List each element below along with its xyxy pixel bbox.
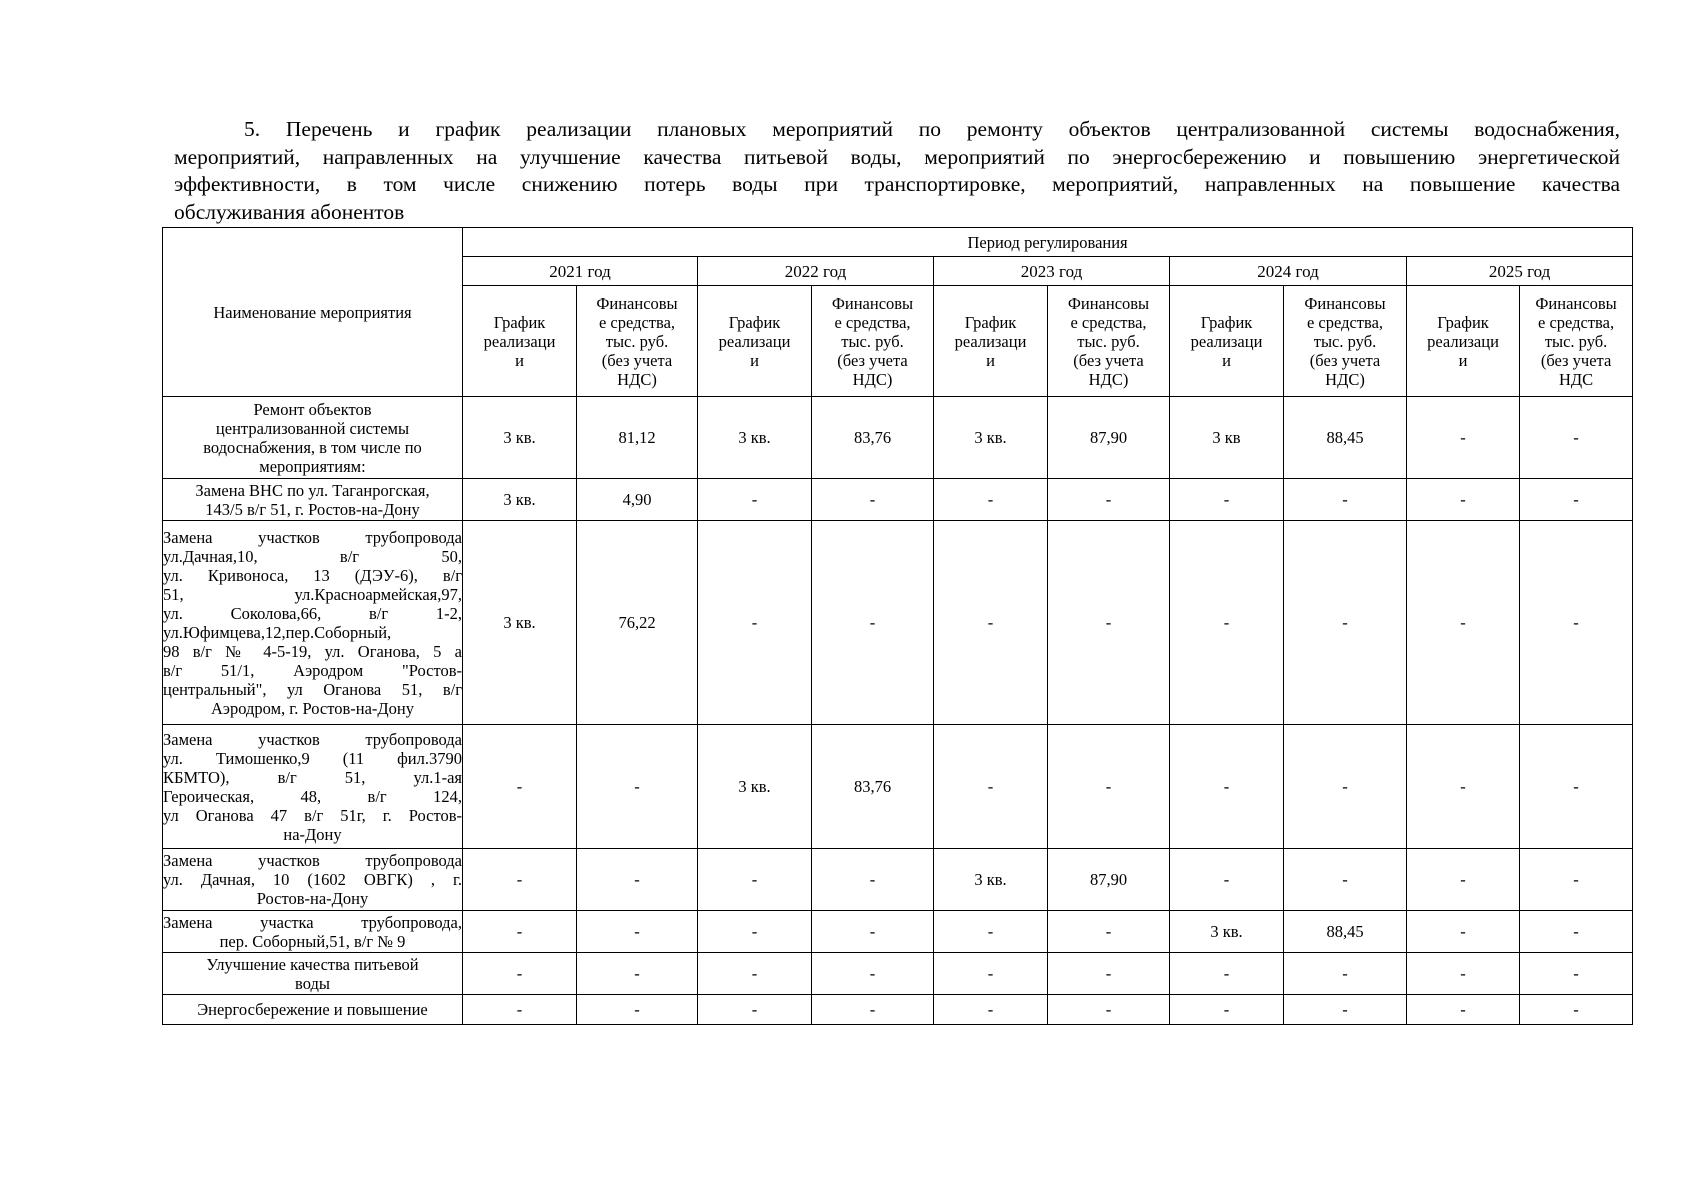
header-line: реализаци xyxy=(1190,331,1263,351)
funds-cell: 87,90 xyxy=(1048,849,1170,911)
header-line: НДС) xyxy=(1088,369,1129,389)
heading-line: обслуживания абонентов xyxy=(174,199,405,224)
schedule-cell: - xyxy=(698,521,812,725)
header-line: е средства, xyxy=(598,312,676,332)
activity-name-line: центральный", ул Оганова 51, в/г xyxy=(163,679,462,699)
activity-name-line: Героическая, 48, в/г 124, xyxy=(163,786,462,806)
activity-name-line: ул.Юфимцева,12,пер.Соборный, xyxy=(163,622,392,642)
activity-name-line: 98 в/г № 4-5-19, ул. Оганова, 5 а xyxy=(163,641,462,661)
activity-name-line: ул. Тимошенко,9 (11 фил.3790 xyxy=(163,748,462,768)
funds-cell: - xyxy=(1048,911,1170,953)
schedule-cell: 3 кв. xyxy=(463,397,577,479)
table-row xyxy=(163,911,1633,953)
funds-cell: - xyxy=(812,849,934,911)
funds-cell: - xyxy=(1520,911,1633,953)
schedule-column-header xyxy=(934,286,1048,397)
heading-line: 5. Перечень и график реализации плановых мероприятий по ремонту объектов централизованной системы водоснабжения, xyxy=(244,117,1620,141)
schedule-cell: - xyxy=(698,479,812,521)
funds-cell: - xyxy=(577,849,698,911)
schedule-cell: - xyxy=(463,953,577,995)
activity-name-line: воды xyxy=(295,973,330,993)
header-line: (без учета xyxy=(1073,350,1144,370)
schedule-column-header xyxy=(463,286,577,397)
funds-cell: - xyxy=(812,479,934,521)
schedule-cell: - xyxy=(698,995,812,1025)
activity-name-line: пер. Соборный,51, в/г № 9 xyxy=(219,931,406,951)
schedule-cell: 3 кв. xyxy=(934,849,1048,911)
activity-name-line: мероприятиям: xyxy=(259,456,366,476)
funds-cell: - xyxy=(1048,953,1170,995)
header-line: (без учета xyxy=(601,350,673,370)
funds-cell: - xyxy=(577,725,698,849)
schedule-cell: - xyxy=(1407,521,1520,725)
funds-cell: - xyxy=(1284,849,1407,911)
schedule-column-header xyxy=(1170,286,1284,397)
header-line: и xyxy=(750,350,759,370)
year-header: 2023 год xyxy=(934,257,1170,286)
header-line: и xyxy=(1458,350,1468,370)
activity-name xyxy=(163,953,463,995)
header-line: (без учета xyxy=(1540,350,1612,370)
funds-cell: - xyxy=(1520,397,1633,479)
funds-cell: - xyxy=(1284,521,1407,725)
funds-cell: - xyxy=(812,911,934,953)
activities-schedule-table xyxy=(162,227,1633,1025)
schedule-cell: - xyxy=(934,725,1048,849)
header-line: и xyxy=(515,350,524,370)
period-header: Период регулирования xyxy=(463,228,1633,257)
activity-name-line: в/г 51/1, Аэродром "Ростов- xyxy=(163,660,462,680)
schedule-cell: - xyxy=(463,995,577,1025)
schedule-column-header xyxy=(1407,286,1520,397)
activity-name-line: Ремонт объектов xyxy=(253,399,372,419)
activity-name xyxy=(163,397,463,479)
activity-name-line: Замена ВНС по ул. Таганрогская, xyxy=(195,480,430,500)
funds-cell: - xyxy=(812,521,934,725)
activity-name xyxy=(163,911,463,953)
header-line: реализаци xyxy=(954,331,1027,351)
schedule-cell: 3 кв. xyxy=(698,725,812,849)
header-line: е средства, xyxy=(1070,312,1147,332)
schedule-cell: - xyxy=(698,911,812,953)
header-line: е средства, xyxy=(834,312,911,332)
schedule-cell: - xyxy=(1407,995,1520,1025)
schedule-cell: - xyxy=(1407,911,1520,953)
activity-name xyxy=(163,849,463,911)
schedule-cell: 3 кв. xyxy=(698,397,812,479)
section-heading xyxy=(174,116,1620,226)
schedule-column-header xyxy=(698,286,812,397)
funds-cell: 88,45 xyxy=(1284,911,1407,953)
schedule-cell: - xyxy=(934,995,1048,1025)
schedule-cell: - xyxy=(1170,953,1284,995)
schedule-cell: - xyxy=(934,479,1048,521)
header-line: Финансовы xyxy=(1304,293,1386,313)
activity-name-line: ул. Дачная, 10 (1602 ОВГК) , г. xyxy=(163,870,462,889)
schedule-cell: - xyxy=(1170,849,1284,911)
schedule-cell: - xyxy=(1407,479,1520,521)
header-line: тыс. руб. xyxy=(1544,331,1608,351)
funds-cell: - xyxy=(1284,995,1407,1025)
schedule-cell: 3 кв. xyxy=(1170,911,1284,953)
funds-cell: 81,12 xyxy=(577,397,698,479)
schedule-cell: - xyxy=(1170,995,1284,1025)
year-header: 2025 год xyxy=(1407,257,1633,286)
funds-cell: - xyxy=(1284,953,1407,995)
activity-name-line: Улучшение качества питьевой xyxy=(206,954,419,974)
schedule-cell: - xyxy=(934,911,1048,953)
funds-cell: 83,76 xyxy=(812,397,934,479)
header-line: реализаци xyxy=(718,331,791,351)
header-line: Финансовы xyxy=(1067,293,1150,313)
schedule-cell: - xyxy=(1170,479,1284,521)
activity-name-line: ул Оганова 47 в/г 51г, г. Ростов- xyxy=(163,805,462,825)
header-line: График xyxy=(1200,312,1253,332)
activity-name-line: КБМТО), в/г 51, ул.1-ая xyxy=(163,767,462,787)
year-header: 2022 год xyxy=(698,257,934,286)
schedule-cell: - xyxy=(934,521,1048,725)
activity-name xyxy=(163,521,463,725)
funds-cell: - xyxy=(812,953,934,995)
activity-name-line: Замена участков трубопровода xyxy=(163,527,462,547)
funds-cell: - xyxy=(1048,725,1170,849)
schedule-cell: - xyxy=(1407,849,1520,911)
activity-name-line: Аэродром, г. Ростов-на-Дону xyxy=(211,698,414,718)
schedule-cell: - xyxy=(1170,725,1284,849)
header-line: График xyxy=(728,312,781,332)
funds-cell: - xyxy=(1284,479,1407,521)
year-header: 2021 год xyxy=(463,257,698,286)
header-line: (без учета xyxy=(837,350,908,370)
funds-cell: - xyxy=(1048,479,1170,521)
activity-name xyxy=(163,995,463,1025)
name-column-header: Наименование мероприятия xyxy=(163,228,463,397)
schedule-cell: - xyxy=(698,849,812,911)
funds-cell: - xyxy=(1520,953,1633,995)
header-line: и xyxy=(986,350,995,370)
activity-name xyxy=(163,479,463,521)
funds-cell: - xyxy=(1520,725,1633,849)
funds-column-header xyxy=(812,286,934,397)
funds-cell: - xyxy=(577,911,698,953)
funds-cell: - xyxy=(1520,521,1633,725)
activity-name-line: Энергосбережение и повышение xyxy=(197,1000,428,1019)
funds-cell: - xyxy=(1520,479,1633,521)
header-line: НДС) xyxy=(617,369,657,389)
funds-cell: 87,90 xyxy=(1048,397,1170,479)
schedule-cell: - xyxy=(934,953,1048,995)
activity-name-line: ул. Кривоноса, 13 (ДЭУ-6), в/г xyxy=(163,565,462,585)
schedule-cell: - xyxy=(1407,725,1520,849)
header-line: тыс. руб. xyxy=(1077,331,1140,351)
schedule-cell: 3 кв. xyxy=(934,397,1048,479)
header-line: График xyxy=(964,312,1017,332)
year-header: 2024 год xyxy=(1170,257,1407,286)
funds-cell: 4,90 xyxy=(577,479,698,521)
funds-column-header xyxy=(1284,286,1407,397)
table-row xyxy=(163,521,1633,725)
schedule-cell: - xyxy=(1407,397,1520,479)
table-row xyxy=(163,953,1633,995)
schedule-cell: - xyxy=(698,953,812,995)
activity-name-line: Замена участков трубопровода xyxy=(163,729,462,749)
activity-name-line: Замена участка трубопровода, xyxy=(163,912,462,932)
header-line: НДС) xyxy=(1325,369,1365,389)
funds-column-header xyxy=(577,286,698,397)
header-line: тыс. руб. xyxy=(1313,331,1377,351)
table-row xyxy=(163,479,1633,521)
funds-cell: 76,22 xyxy=(577,521,698,725)
schedule-cell: - xyxy=(1407,953,1520,995)
activity-name-line: на-Дону xyxy=(283,824,342,844)
header-line: е средства, xyxy=(1306,312,1384,332)
header-line: Финансовы xyxy=(831,293,914,313)
funds-cell: - xyxy=(1048,995,1170,1025)
table-row xyxy=(163,849,1633,911)
funds-cell: 83,76 xyxy=(812,725,934,849)
heading-line: эффективности, в том числе снижению потерь воды при транспортировке, мероприятий, направленных на повышение качества xyxy=(174,172,1620,196)
schedule-cell: 3 кв. xyxy=(463,479,577,521)
schedule-cell: - xyxy=(1170,521,1284,725)
funds-cell: - xyxy=(1048,521,1170,725)
header-line: е средства, xyxy=(1538,312,1615,332)
funds-cell: - xyxy=(577,995,698,1025)
header-line: НДС) xyxy=(852,369,893,389)
activity-name xyxy=(163,725,463,849)
header-line: (без учета xyxy=(1309,350,1381,370)
activity-name-line: водоснабжения, в том числе по xyxy=(203,437,422,457)
activity-name-line: Замена участков трубопровода xyxy=(163,851,462,870)
heading-line: мероприятий, направленных на улучшение качества питьевой воды, мероприятий по энергосбережению и повышению энергетической xyxy=(174,144,1620,169)
header-line: Финансовы xyxy=(1535,293,1617,313)
funds-column-header xyxy=(1048,286,1170,397)
activity-name-line: Ростов-на-Дону xyxy=(256,889,369,908)
header-line: и xyxy=(1222,350,1231,370)
activity-name-line: 143/5 в/г 51, г. Ростов-на-Дону xyxy=(205,499,420,519)
header-line: тыс. руб. xyxy=(841,331,904,351)
table-row xyxy=(163,397,1633,479)
schedule-cell: 3 кв xyxy=(1170,397,1284,479)
table-row xyxy=(163,725,1633,849)
header-line: реализаци xyxy=(1427,331,1499,351)
schedule-cell: - xyxy=(463,725,577,849)
activity-name-line: 51, ул.Красноармейская,97, xyxy=(163,584,462,604)
funds-cell: - xyxy=(1520,995,1633,1025)
funds-cell: - xyxy=(1520,849,1633,911)
funds-cell: - xyxy=(577,953,698,995)
table-row xyxy=(163,995,1633,1025)
funds-column-header xyxy=(1520,286,1633,397)
funds-cell: 88,45 xyxy=(1284,397,1407,479)
activity-name-line: централизованной системы xyxy=(215,418,410,438)
funds-cell: - xyxy=(1284,725,1407,849)
header-line: тыс. руб. xyxy=(605,331,669,351)
header-line: График xyxy=(493,312,546,332)
schedule-cell: - xyxy=(463,911,577,953)
activity-name-line: ул. Соколова,66, в/г 1-2, xyxy=(163,603,462,623)
header-line: НДС xyxy=(1558,369,1594,389)
schedule-cell: - xyxy=(463,849,577,911)
header-line: реализаци xyxy=(483,331,556,351)
funds-cell: - xyxy=(812,995,934,1025)
schedule-cell: 3 кв. xyxy=(463,521,577,725)
header-line: График xyxy=(1437,312,1489,332)
header-line: Финансовы xyxy=(596,293,678,313)
activity-name-line: ул.Дачная,10, в/г 50, xyxy=(163,546,462,566)
